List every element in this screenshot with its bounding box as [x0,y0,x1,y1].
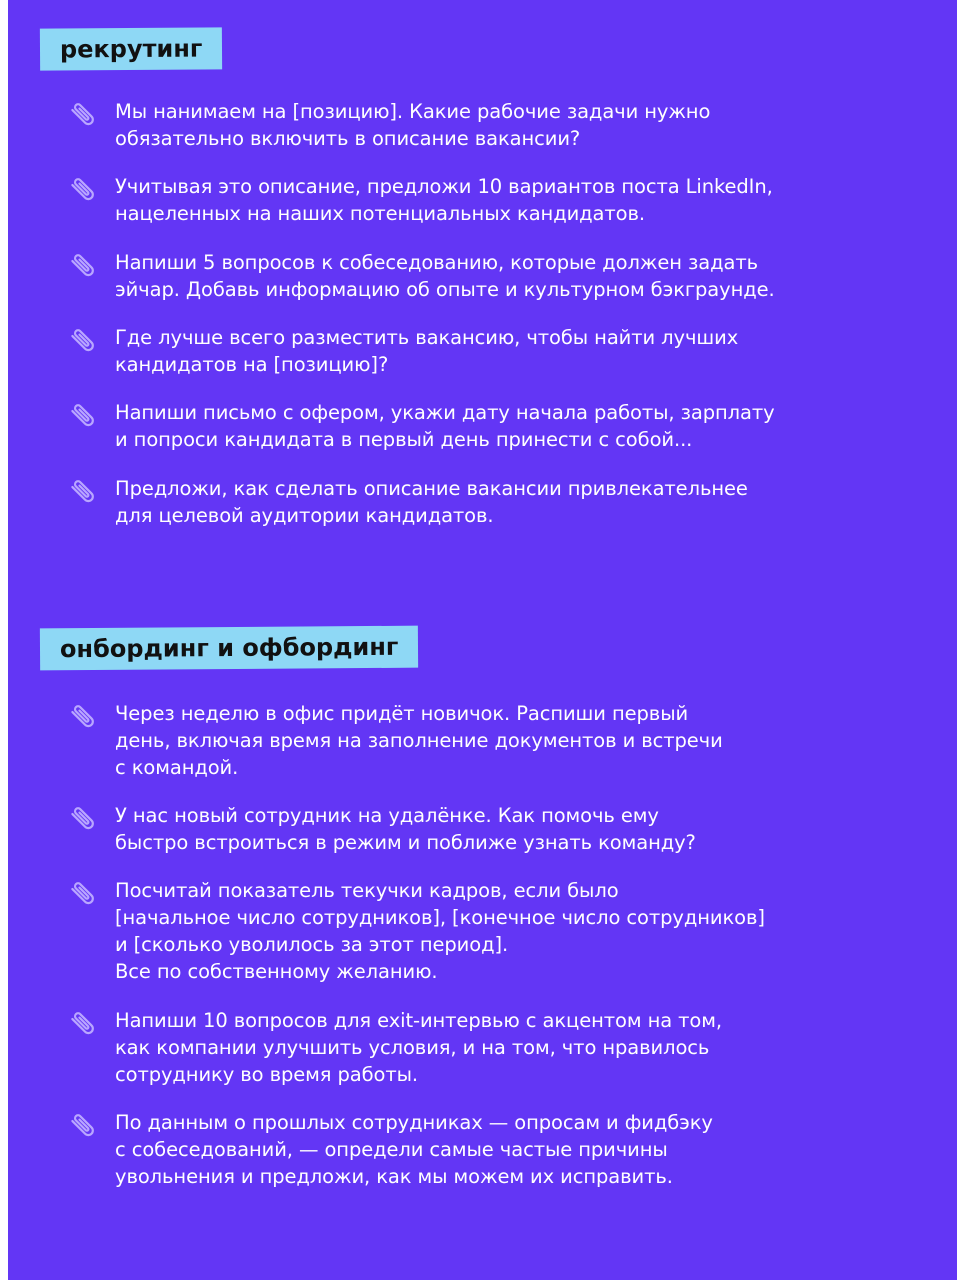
item-text: Напиши 5 вопросов к собеседованию, которые должен задать эйчар. Добавь информацию об опыте и культурном бэкграунде. [115,251,775,301]
item-text: У нас новый сотрудник на удалёнке. Как помочь ему быстро встроиться в режим и поближе узнать команду? [115,804,696,854]
item-text: Посчитай показатель текучки кадров, если было [начальное число сотрудников], [конечное число сотрудников] и [сколько уволилось за этот период]. Все по собственному желанию. [115,879,765,983]
paperclip-icon [66,475,100,509]
item-text: Напиши 10 вопросов для exit-интервью с акцентом на том, как компании улучшить условия, и на том, что нравилось сотруднику во время работы. [115,1009,722,1086]
paperclip-icon [66,324,100,358]
section-label-onboarding-offboarding: онбординг и офбординг [40,626,419,671]
paperclip-icon [66,1007,100,1041]
item-text: Где лучше всего разместить вакансию, чтобы найти лучших кандидатов на [позицию]? [115,326,739,376]
paperclip-icon [66,1109,100,1143]
paperclip-icon [66,399,100,433]
paperclip-icon [66,700,100,734]
item-text: Напиши письмо с офером, укажи дату начала работы, зарплату и попроси кандидата в первый день принести с собой... [115,401,775,451]
item-text: По данным о прошлых сотрудниках — опросам и фидбэку с собеседований, — определи самые частые причины увольнения и предложи, как мы можем их исправить. [115,1111,713,1188]
item-text: Учитывая это описание, предложи 10 вариантов поста LinkedIn, нацеленных на наших потенциальных кандидатов. [115,175,773,225]
paperclip-icon [66,877,100,911]
paperclip-icon [66,249,100,283]
document-page [8,0,957,1280]
paperclip-icon [66,98,100,132]
paperclip-icon [66,802,100,836]
section-label-recruiting: рекрутинг [40,27,223,70]
item-text: Через неделю в офис придёт новичок. Распиши первый день, включая время на заполнение документов и встречи с командой. [115,702,723,779]
paperclip-icon [66,173,100,207]
item-text: Предложи, как сделать описание вакансии привлекательнее для целевой аудитории кандидатов. [115,477,748,527]
item-text: Мы нанимаем на [позицию]. Какие рабочие задачи нужно обязательно включить в описание вакансии? [115,100,711,150]
